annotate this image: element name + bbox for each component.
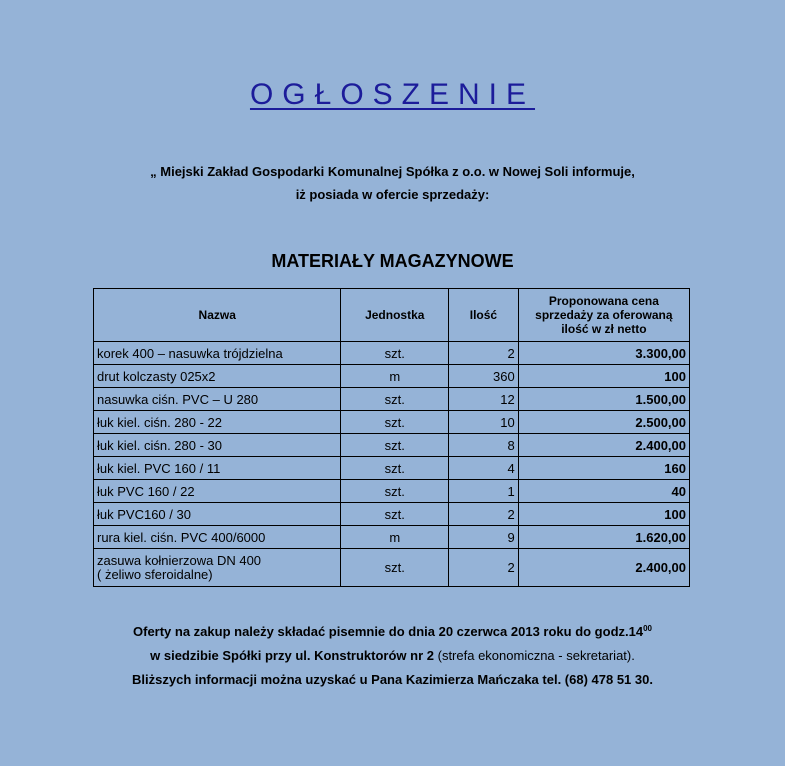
header-unit: Jednostka [341, 289, 449, 342]
cell-unit: szt. [341, 342, 449, 365]
table-row [94, 526, 690, 549]
cell-unit: m [341, 526, 449, 549]
cell-qty: 1 [449, 480, 519, 503]
cell-name-line-2: ( żeliwo sferoidalne) [97, 567, 213, 582]
cell-name: łuk PVC 160 / 22 [94, 480, 341, 503]
cell-name: drut kolczasty 025x2 [94, 365, 341, 388]
intro-line-1: „ Miejski Zakład Gospodarki Komunalnej Spółka z o.o. w Nowej Soli informuje, [150, 164, 635, 179]
table-header-row [94, 289, 690, 342]
intro-text [0, 160, 785, 206]
footer-line-2 [0, 644, 785, 668]
cell-qty: 2 [449, 503, 519, 526]
cell-unit: szt. [341, 503, 449, 526]
cell-qty: 2 [449, 342, 519, 365]
cell-unit: szt. [341, 434, 449, 457]
cell-name [94, 549, 341, 587]
footer-deadline: Oferty na zakup należy składać pisemnie do dnia 20 czerwca 2013 roku do godz.14 [133, 624, 644, 639]
cell-name: korek 400 – nasuwka trójdzielna [94, 342, 341, 365]
cell-qty: 2 [449, 549, 519, 587]
header-price-line-1: Proponowana cena [548, 294, 659, 308]
header-price-line-2: sprzedaży za oferowaną [535, 308, 673, 322]
cell-qty: 10 [449, 411, 519, 434]
table-row [94, 342, 690, 365]
cell-unit: szt. [341, 457, 449, 480]
footer-line-1 [0, 617, 785, 644]
intro-line-2: iż posiada w ofercie sprzedaży: [295, 187, 490, 202]
materials-table [93, 288, 690, 587]
header-price [518, 289, 689, 342]
cell-name: nasuwka ciśn. PVC – U 280 [94, 388, 341, 411]
footer-address: w siedzibie Spółki przy ul. Konstruktorów nr 2 [150, 648, 434, 663]
cell-price: 2.400,00 [518, 549, 689, 587]
table-row [94, 411, 690, 434]
footer-text [0, 617, 785, 692]
cell-unit: szt. [341, 411, 449, 434]
table-row [94, 480, 690, 503]
cell-price: 2.500,00 [518, 411, 689, 434]
cell-qty: 360 [449, 365, 519, 388]
footer-deadline-minutes: 00 [643, 624, 652, 633]
cell-price: 3.300,00 [518, 342, 689, 365]
cell-unit: szt. [341, 388, 449, 411]
table-row [94, 457, 690, 480]
cell-unit: szt. [341, 549, 449, 587]
header-price-line-3: ilość w zł netto [561, 322, 647, 336]
table-row [94, 365, 690, 388]
cell-unit: m [341, 365, 449, 388]
cell-qty: 12 [449, 388, 519, 411]
cell-price: 1.620,00 [518, 526, 689, 549]
cell-price: 100 [518, 365, 689, 388]
table-row [94, 434, 690, 457]
footer-address-note: (strefa ekonomiczna - sekretariat). [434, 648, 635, 663]
cell-price: 100 [518, 503, 689, 526]
table-row [94, 503, 690, 526]
cell-price: 1.500,00 [518, 388, 689, 411]
cell-name: łuk kiel. PVC 160 / 11 [94, 457, 341, 480]
cell-unit: szt. [341, 480, 449, 503]
cell-qty: 8 [449, 434, 519, 457]
cell-price: 40 [518, 480, 689, 503]
cell-name: rura kiel. ciśn. PVC 400/6000 [94, 526, 341, 549]
cell-name: łuk PVC160 / 30 [94, 503, 341, 526]
cell-name-line-1: zasuwa kołnierzowa DN 400 [97, 553, 262, 568]
header-qty: Ilość [449, 289, 519, 342]
cell-qty: 9 [449, 526, 519, 549]
table-row [94, 388, 690, 411]
cell-price: 160 [518, 457, 689, 480]
footer-line-3: Bliższych informacji można uzyskać u Pana Kazimierza Mańczaka tel. (68) 478 51 30. [132, 672, 653, 687]
page-title-text: OGŁOSZENIE [249, 78, 536, 111]
table-row [94, 549, 690, 587]
section-heading: MATERIAŁY MAGAZYNOWE [271, 251, 514, 271]
cell-qty: 4 [449, 457, 519, 480]
header-name: Nazwa [94, 289, 341, 342]
page-title [0, 78, 785, 112]
cell-name: łuk kiel. ciśn. 280 - 30 [94, 434, 341, 457]
cell-name: łuk kiel. ciśn. 280 - 22 [94, 411, 341, 434]
cell-price: 2.400,00 [518, 434, 689, 457]
